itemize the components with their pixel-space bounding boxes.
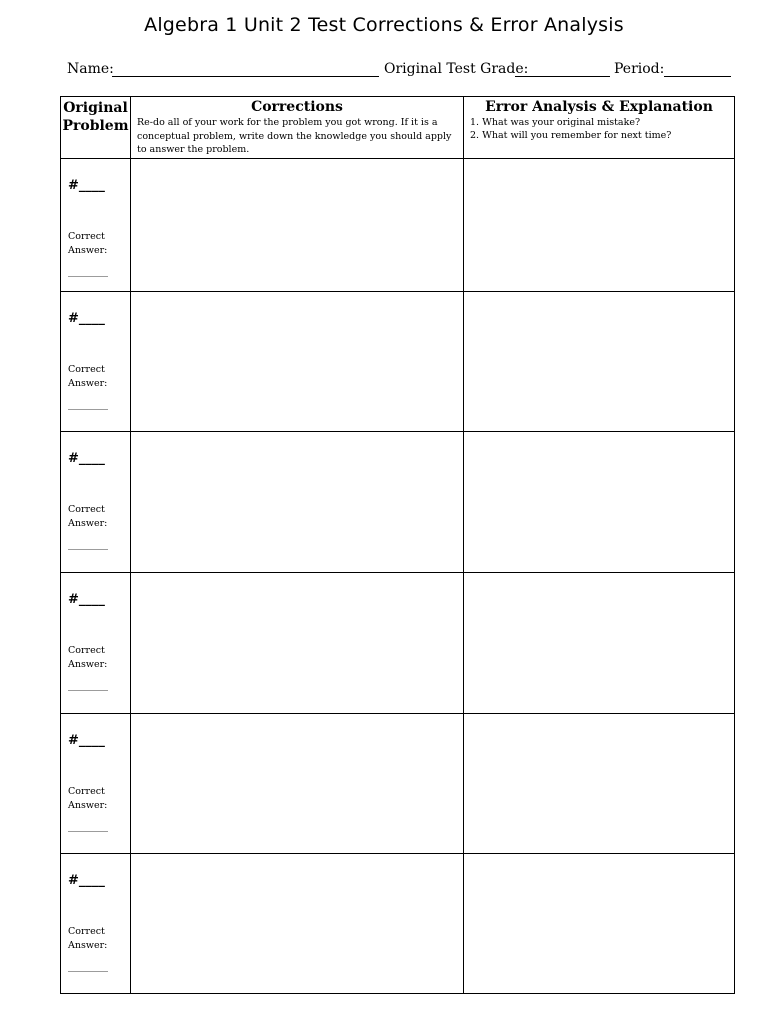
problem-number-blank[interactable]: #____ [68, 592, 105, 607]
corrections-instruction-line: to answer the problem. [137, 144, 250, 155]
worksheet-title: Algebra 1 Unit 2 Test Corrections & Error Analysis [144, 14, 624, 36]
corrections-title: Corrections [251, 99, 343, 115]
correct-answer-label [68, 644, 107, 672]
original-problem-header [61, 97, 130, 158]
corrections-table [60, 96, 735, 994]
error-analysis-questions [470, 116, 728, 142]
period-label: Period: [614, 61, 665, 77]
correct-answer-label-line: Answer: [68, 940, 108, 951]
correct-answer-label [68, 363, 107, 391]
row-divider [61, 431, 734, 432]
correct-answer-label-line: Correct [68, 364, 105, 375]
error-analysis-question: 2. What will you remember for next time? [470, 130, 672, 141]
error-analysis-question: 1. What was your original mistake? [470, 117, 641, 128]
row-divider [61, 853, 734, 854]
problem-row-3 [61, 431, 131, 572]
correct-answer-label [68, 925, 107, 953]
correct-answer-label [68, 785, 107, 813]
correct-answer-label-line: Correct [68, 504, 105, 515]
corrections-instruction-line: Re-do all of your work for the problem you got wrong. If it is a [137, 117, 438, 128]
column-divider [463, 97, 464, 993]
problem-number-blank[interactable]: #____ [68, 311, 105, 326]
corrections-instructions [137, 116, 457, 157]
correct-answer-label-line: Correct [68, 926, 105, 937]
correct-answer-label [68, 230, 107, 258]
error-analysis-header [464, 97, 734, 158]
problem-row-1 [61, 158, 131, 291]
problem-number-blank[interactable]: #____ [68, 178, 105, 193]
grade-blank[interactable] [515, 76, 610, 77]
correct-answer-label-line: Answer: [68, 800, 108, 811]
corrections-instruction-line: conceptual problem, write down the knowledge you should apply [137, 130, 452, 142]
original-problem-line-1: Original [63, 100, 128, 116]
row-divider [61, 713, 734, 714]
problem-number-blank[interactable]: #____ [68, 873, 105, 888]
correct-answer-blank[interactable]: ________ [68, 680, 108, 691]
period-blank[interactable] [664, 76, 731, 77]
correct-answer-blank[interactable]: ________ [68, 961, 108, 972]
problem-row-5 [61, 713, 131, 853]
correct-answer-label-line: Answer: [68, 245, 108, 256]
problem-row-4 [61, 572, 131, 713]
original-problem-line-2: Problem [62, 118, 129, 134]
error-analysis-title: Error Analysis & Explanation [485, 99, 713, 115]
problem-number-blank[interactable]: #____ [68, 733, 105, 748]
correct-answer-label-line: Correct [68, 645, 105, 656]
correct-answer-label [68, 503, 107, 531]
correct-answer-blank[interactable]: ________ [68, 539, 108, 550]
correct-answer-label-line: Correct [68, 786, 105, 797]
correct-answer-label-line: Answer: [68, 518, 108, 529]
correct-answer-blank[interactable]: ________ [68, 821, 108, 832]
problem-row-6 [61, 853, 131, 993]
name-label: Name: [67, 61, 114, 77]
row-divider [61, 291, 734, 292]
corrections-header [131, 97, 463, 158]
correct-answer-blank[interactable]: ________ [68, 266, 108, 277]
grade-label: Original Test Grade: [384, 61, 529, 77]
correct-answer-label-line: Answer: [68, 659, 108, 670]
row-divider [61, 158, 734, 159]
correct-answer-label-line: Correct [68, 231, 105, 242]
correct-answer-blank[interactable]: ________ [68, 399, 108, 410]
problem-row-2 [61, 291, 131, 431]
student-info-line [67, 61, 731, 81]
correct-answer-label-line: Answer: [68, 378, 108, 389]
row-divider [61, 572, 734, 573]
name-blank[interactable] [112, 76, 379, 77]
problem-number-blank[interactable]: #____ [68, 451, 105, 466]
